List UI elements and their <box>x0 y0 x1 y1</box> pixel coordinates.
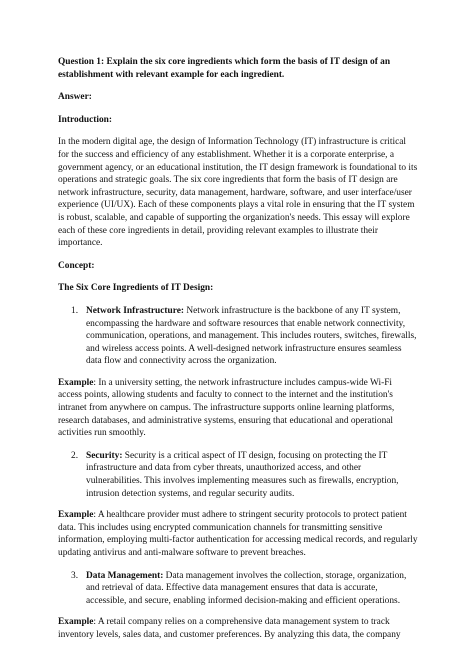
example-label: Example <box>58 617 94 628</box>
example-label: Example <box>58 510 94 521</box>
list-item-title: Network Infrastructure: <box>86 305 184 316</box>
example-paragraph-security <box>58 509 418 559</box>
list-item-number: 2. <box>71 450 79 461</box>
introduction-paragraph: In the modern digital age, the design of Information Technology (IT) infrastructure is critical for the success and efficiency of any establishment. Whether it is a corporate enterprise, a government agency, or an educational institution, the IT design framework is foundational to its operations and strategic goals. The six core ingredients that form the basis of IT design are network infrastructure, security, data management, hardware, software, and user interface/user experience (UI/UX). Each of these components plays a vital role in ensuring that the IT system is robust, scalable, and capable of supporting the organization's needs. This essay will explore each of these core ingredients in detail, providing relevant examples to illustrate their importance. <box>58 137 418 249</box>
answer-label: Answer: <box>58 92 92 103</box>
ingredient-list-3 <box>58 570 418 608</box>
question-text: Question 1: Explain the six core ingredients which form the basis of IT design of an establishment with relevant example for each ingredient. <box>58 57 391 80</box>
list-item-title: Data Management: <box>86 570 164 581</box>
example-paragraph-network <box>58 377 418 440</box>
list-item-data-management <box>58 570 418 608</box>
example-label: Example <box>58 377 94 388</box>
concept-subheading: The Six Core Ingredients of IT Design: <box>58 283 214 294</box>
list-item-text: Security is a critical aspect of IT design, focusing on protecting the IT infrastructure and data from cyber threats, unauthorized access, and other vulnerabilities. This involves implementing measures such as firewalls, encryption, intrusion detection systems, and regular security audits. <box>86 450 399 499</box>
example-text: : A healthcare provider must adhere to stringent security protocols to protect patient data. This includes using encrypted communication channels for transmitting sensitive information, employing multi-factor authentication for accessing medical records, and regularly updating antivirus and anti-malware software to prevent breaches. <box>58 510 418 558</box>
example-text: : In a university setting, the network infrastructure includes campus-wide Wi-Fi access points, allowing students and faculty to connect to the internet and the institution's intranet from anywhere on campus. The infrastructure supports online learning platforms, research databases, and administrative systems, ensuring that educational and operational activities run smoothly. <box>58 377 395 439</box>
list-item-number: 3. <box>71 570 79 581</box>
list-item-network-infrastructure <box>58 305 418 368</box>
list-item-security <box>58 450 418 500</box>
example-text: : A retail company relies on a comprehensive data management system to track inventory levels, sales data, and customer preferences. By analyzing this data, the company <box>58 617 401 640</box>
ingredient-list-1 <box>58 305 418 368</box>
introduction-heading: Introduction: <box>58 114 113 125</box>
list-item-number: 1. <box>71 305 79 316</box>
list-item-title: Security: <box>86 450 123 461</box>
list-item-text: Data management involves the collection, storage, organization, and retrieval of data. Effective data management ensures that data is accurate, accessible, and secure, enabling informed decision-making and efficient operations. <box>86 570 407 606</box>
concept-heading: Concept: <box>58 260 95 271</box>
list-item-text: Network infrastructure is the backbone of any IT system, encompassing the hardware and software resources that enable network connectivity, communication, operations, and management. This includes routers, switches, firewalls, and wireless access points. A well-designed network infrastructure ensures seamless data flow and connectivity across the organization. <box>86 305 417 367</box>
document-content <box>58 56 418 652</box>
ingredient-list-2 <box>58 450 418 500</box>
example-paragraph-data-management <box>58 616 418 641</box>
